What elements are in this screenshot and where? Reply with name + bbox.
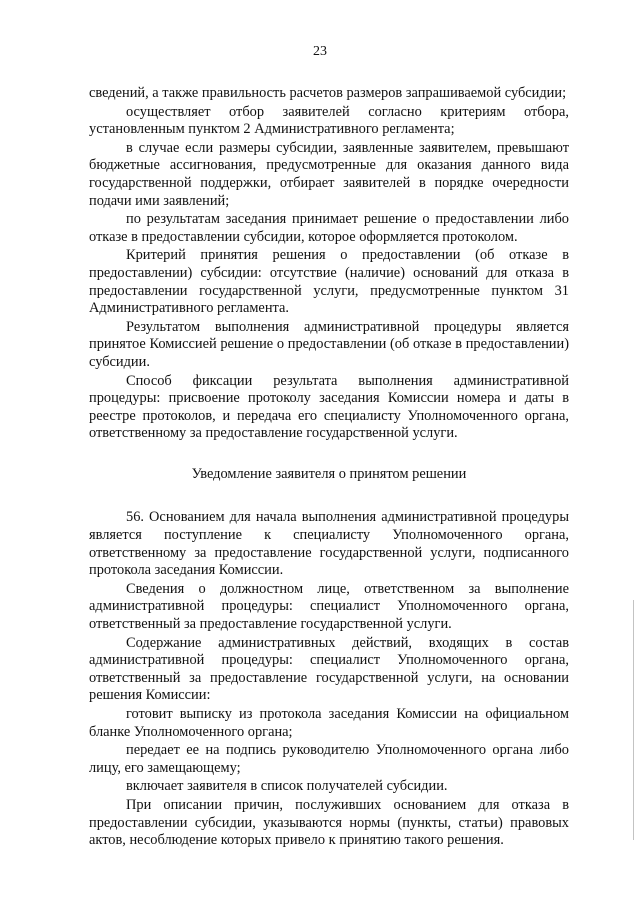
page-number: 23 — [313, 44, 327, 59]
document-body — [89, 84, 569, 850]
paragraph: При описании причин, послуживших основанием для отказа в предоставлении субсидии, указываются нормы (пункты, статьи) правовых актов, несоблюдение которых привело к принятию такого решения. — [89, 796, 569, 849]
paragraphs-before-heading — [89, 85, 569, 443]
section-heading: Уведомление заявителя о принятом решении — [191, 465, 467, 482]
paragraph: в случае если размеры субсидии, заявленные заявителем, превышают бюджетные ассигнования, предусмотренные для оказания данного вида государственной поддержки, отбирает заявителей в порядке очередности подачи ими заявлений; — [89, 139, 569, 209]
paragraph: Результатом выполнения административной процедуры является принятое Комиссией решение о предоставлении (об отказе в предоставлении) субсидии. — [89, 318, 569, 370]
paragraph: Содержание административных действий, входящих в состав административной процедуры: специалист Уполномоченного органа, ответственный за предоставление государственной услуги, на основании решения Комиссии: — [89, 634, 569, 704]
paragraph: Критерий принятия решения о предоставлении (об отказе в предоставлении) субсидии: отсутствие (наличие) оснований для отказа в предоставлении государственной услуги, предусмотренные пунктом 31 Административного регламента. — [89, 247, 569, 317]
paragraph: готовит выписку из протокола заседания Комиссии на официальном бланке Уполномоченного органа; — [89, 706, 569, 740]
paragraph: по результатам заседания принимает решение о предоставлении либо отказе в предоставлении субсидии, которое оформляется протоколом. — [89, 211, 569, 245]
paragraph: Сведения о должностном лице, ответственном за выполнение административной процедуры: специалист Уполномоченного органа, ответственный за предоставление государственной услуги. — [89, 580, 569, 633]
scan-edge-line — [633, 600, 634, 840]
paragraph: передает ее на подпись руководителю Уполномоченного органа либо лицу, его замещающему; — [89, 742, 569, 776]
paragraph: Способ фиксации результата выполнения административной процедуры: присвоение протоколу заседания Комиссии номера и даты в реестре протоколов, и передача его специалисту Уполномоченного органа, ответственному за предоставление государственной услуги. — [89, 372, 569, 442]
paragraph: сведений, а также правильность расчетов размеров запрашиваемой субсидии; — [89, 85, 567, 101]
paragraphs-after-heading — [89, 509, 569, 849]
paragraph: осуществляет отбор заявителей согласно критериям отбора, установленным пунктом 2 Административного регламента; — [89, 103, 569, 138]
paragraph: включает заявителя в список получателей субсидии. — [126, 778, 448, 795]
paragraph: 56. Основанием для начала выполнения административной процедуры является поступление к специалисту Уполномоченного органа, ответственному за предоставление государственной услуги, подписанного протокола заседания Комиссии. — [89, 509, 569, 579]
